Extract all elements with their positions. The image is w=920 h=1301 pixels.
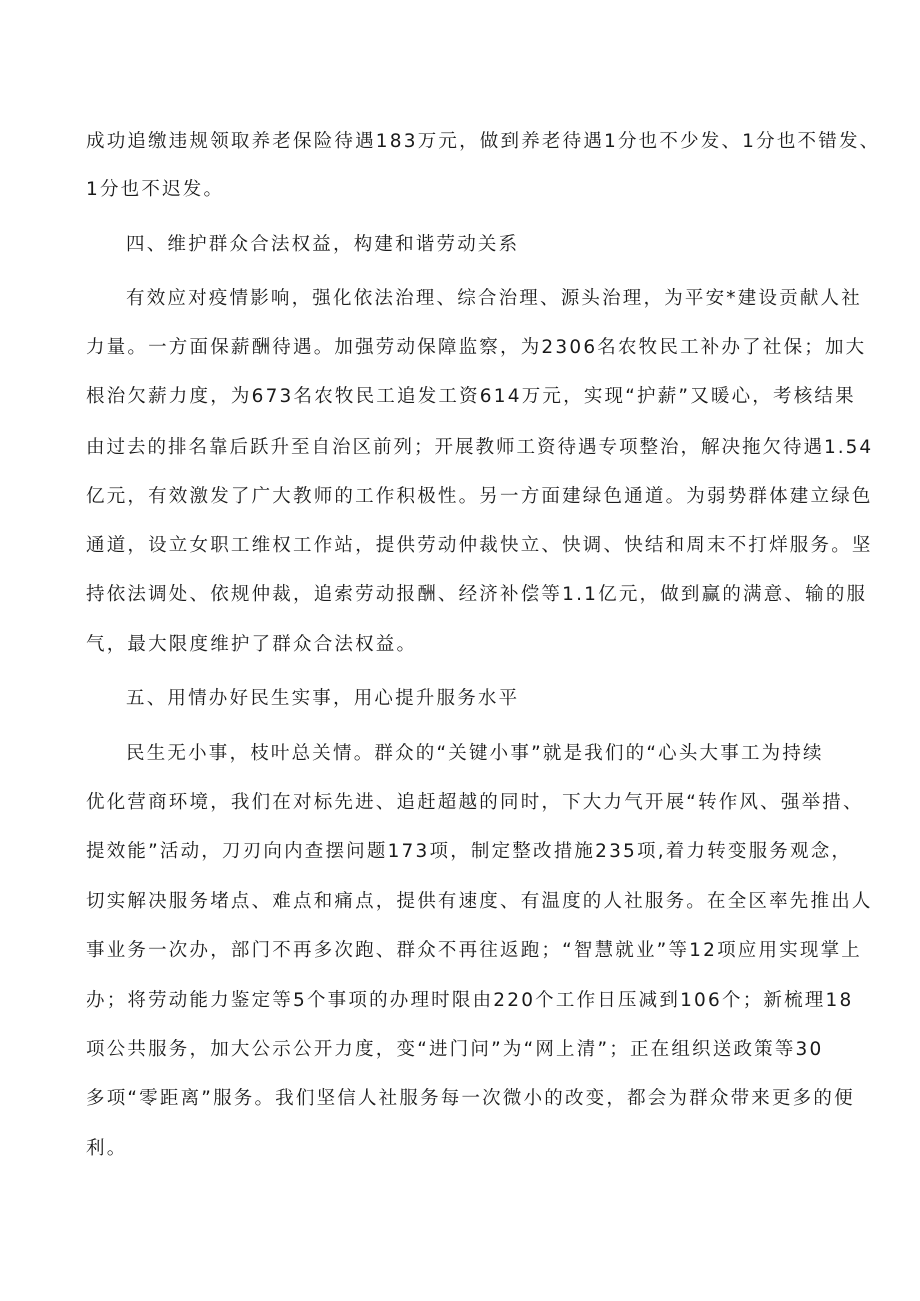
paragraph-line: 气，最大限度维护了群众合法权益。	[86, 634, 418, 655]
paragraph-line: 多项“零距离”服务。我们坚信人社服务每一次微小的改变，都会为群众带来更多的便	[86, 1088, 855, 1109]
paragraph-line: 成功追缴违规领取养老保险待遇183万元，做到养老待遇1分也不少发、1分也不错发、	[86, 131, 881, 152]
paragraph-line: 利。	[86, 1138, 128, 1159]
paragraph-line: 1分也不迟发。	[86, 179, 225, 200]
paragraph-line: 力量。一方面保薪酬待遇。加强劳动保障监察，为2306名农牧民工补办了社保；加大	[86, 337, 867, 358]
paragraph-line: 由过去的排名靠后跃升至自治区前列；开展教师工资待遇专项整治，解决拖欠待遇1.54	[86, 437, 874, 458]
paragraph-line: 切实解决服务堵点、难点和痛点，提供有速度、有温度的人社服务。在全区率先推出人	[86, 891, 873, 912]
paragraph-line: 有效应对疫情影响，强化依法治理、综合治理、源头治理，为平安*建设贡献人社	[126, 288, 862, 309]
paragraph-line: 优化营商环境，我们在对标先进、追赶超越的同时，下大力气开展“转作风、强举措、	[86, 792, 864, 813]
paragraph-line: 办；将劳动能力鉴定等5个事项的办理时限由220个工作日压减到106个；新梳理18	[86, 990, 854, 1011]
paragraph-line: 提效能”活动，刀刃向内查摆问题173项，制定整改措施235项,着力转变服务观念，	[86, 841, 853, 862]
paragraph-line: 民生无小事，枝叶总关情。群众的“关键小事”就是我们的“心头大事工为持续	[126, 743, 824, 764]
paragraph-line: 通道，设立女职工维权工作站，提供劳动仲裁快立、快调、快结和周末不打烊服务。坚	[86, 535, 873, 556]
section-heading-5: 五、用情办好民生实事，用心提升服务水平	[126, 688, 520, 709]
paragraph-line: 根治欠薪力度，为673名农牧民工追发工资614万元，实现“护薪”又暖心，考核结果	[86, 386, 856, 407]
paragraph-line: 项公共服务，加大公示公开力度，变“进门问”为“网上清”；正在组织送政策等30	[86, 1039, 824, 1060]
paragraph-line: 亿元，有效激发了广大教师的工作积极性。另一方面建绿色通道。为弱势群体建立绿色	[86, 486, 873, 507]
section-heading-4: 四、维护群众合法权益，构建和谐劳动关系	[126, 234, 520, 255]
paragraph-line: 事业务一次办，部门不再多次跑、群众不再往返跑；“智慧就业”等12项应用实现掌上	[86, 940, 863, 961]
paragraph-line: 持依法调处、依规仲裁，追索劳动报酬、经济补偿等1.1亿元，做到赢的满意、输的服	[86, 584, 868, 605]
